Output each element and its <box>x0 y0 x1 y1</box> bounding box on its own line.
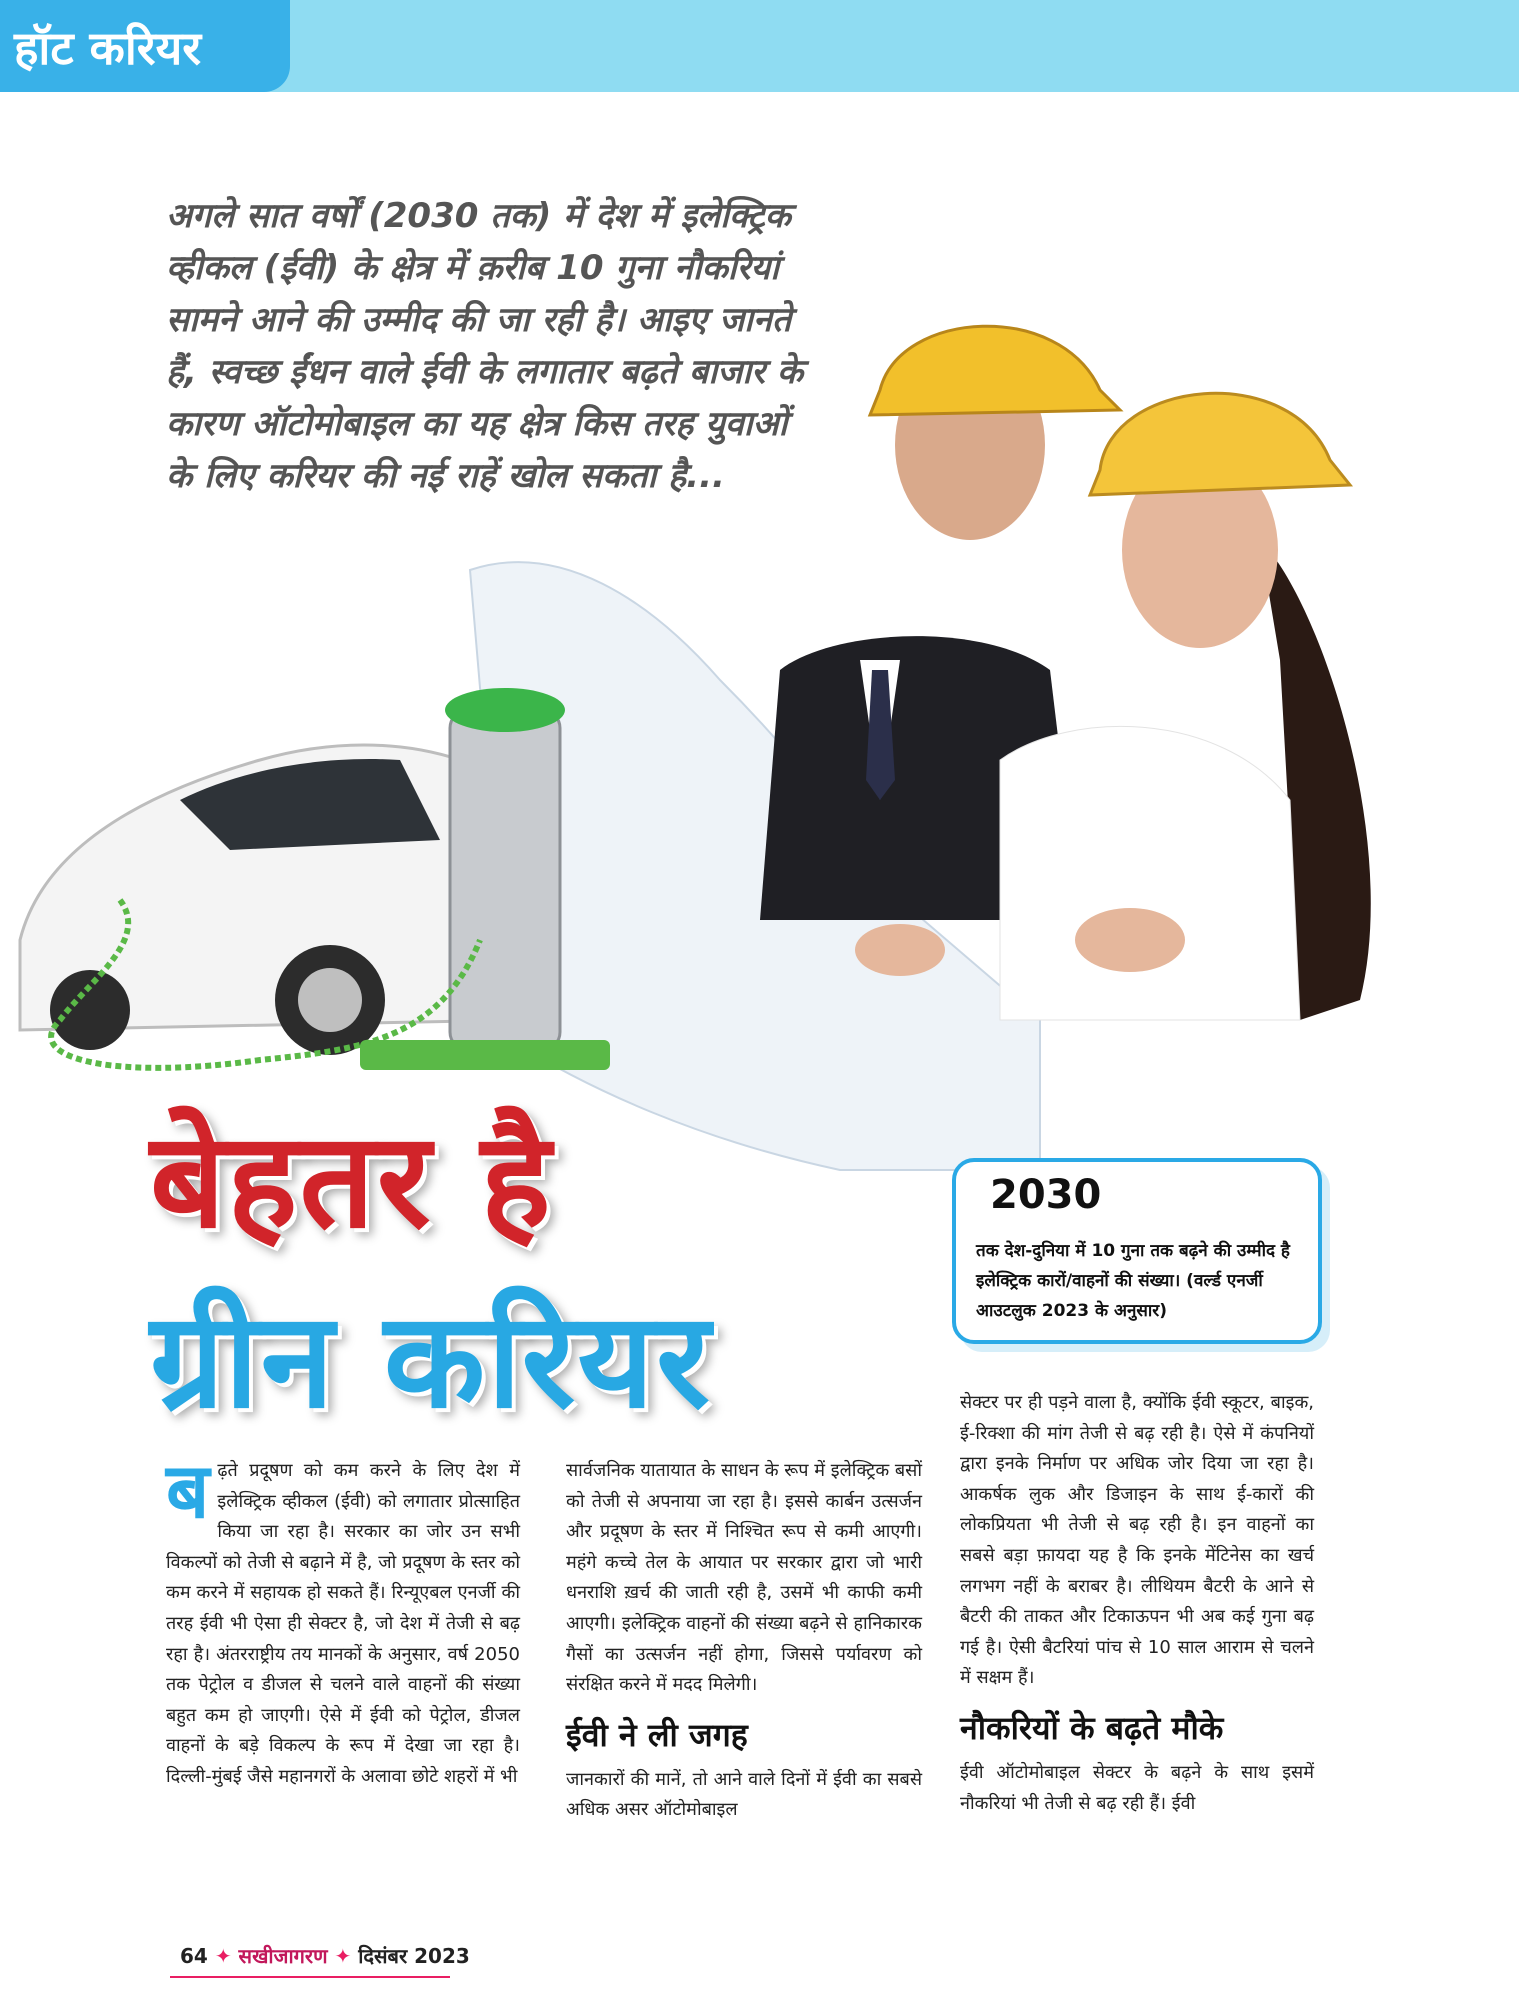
issue-date: दिसंबर 2023 <box>358 1944 470 1968</box>
article-column-1 <box>166 1446 520 1793</box>
column-3-text: सेक्टर पर ही पड़ने वाला है, क्योंकि ईवी स्कूटर, बाइक, ई-रिक्शा की मांग तेजी से बढ़ रही है। ऐसे में कंपनियों द्वारा इनके निर्माण पर अधिक जोर दिया जा रहा है। आकर्षक लुक और डिजाइन के साथ ई-कारों की लोकप्रियता भी तेजी से बढ़ रही है। इन वाहनों का सबसे बड़ा फ़ायदा यह है कि इनके मेंटिनेस का खर्च लगभग नहीं के बराबर है। लीथियम बैटरी के आने से बैटरी की ताकत और टिकाऊपन भी अब कई गुना बढ़ गई है। ऐसी बैटरियां पांच से 10 साल आराम से चलने में सक्षम हैं। <box>960 1392 1314 1689</box>
headline-line1: बेहतर है <box>150 1104 553 1258</box>
section-tab <box>0 0 290 92</box>
footer-rule <box>170 1976 450 1978</box>
star-separator-icon: ✦ <box>214 1944 232 1968</box>
stat-year: 2030 <box>990 1172 1102 1218</box>
stat-box <box>952 1158 1322 1344</box>
column-2-text-continued: जानकारों की मानें, तो आने वाले दिनों में ईवी का सबसे अधिक असर ऑटोमोबाइल <box>566 1768 922 1821</box>
intro-text: अगले सात वर्षों (2030 तक) में देश में इलेक्ट्रिक व्हीकल (ईवी) के क्षेत्र में क़रीब 10 गुना नौकरियां सामने आने की उम्मीद की जा रही है। आइए जानते हैं, स्वच्छ ईंधन वाले ईवी के लगातार बढ़ते बाजार के कारण ऑटोमोबाइल का यह क्षेत्र किस तरह युवाओं के लिए करियर की नई राहें खोल सकता है... <box>166 196 804 496</box>
article-column-3 <box>960 1388 1314 1819</box>
page-number: 64 <box>180 1944 208 1968</box>
subheading-ev-replaces: ईवी ने ली जगह <box>566 1715 748 1754</box>
column-2-text: सार्वजनिक यातायात के साधन के रूप में इलेक्ट्रिक बसों को तेजी से अपनाया जा रहा है। इससे कार्बन उत्सर्जन और प्रदूषण के स्तर में निश्चित रूप से कमी आएगी। महंगे कच्चे तेल के आयात पर सरकार द्वारा जो भारी धनराशि ख़र्च की जाती रही है, उसमें भी काफी कमी आएगी। इलेक्ट्रिक वाहनों की संख्या बढ़ने से हानिकारक गैसों का उत्सर्जन नहीं होगा, जिससे पर्यावरण को संरक्षित करने में मदद मिलेगी। <box>566 1460 922 1696</box>
dropcap-letter: ब <box>166 1446 210 1535</box>
page-footer <box>180 1942 470 1969</box>
star-separator-icon: ✦ <box>334 1944 352 1968</box>
column-1-text: ढ़ते प्रदूषण को कम करने के लिए देश में इलेक्ट्रिक व्हीकल (ईवी) को लगातार प्रोत्साहित किया जा रहा है। सरकार का जोर उन सभी विकल्पों को तेजी से बढ़ाने में है, जो प्रदूषण के स्तर को कम करने में सहायक हो सकते हैं। रिन्यूएबल एनर्जी की तरह ईवी भी ऐसा ही सेक्टर है, जो देश में तेजी से बढ़ रहा है। अंतरराष्ट्रीय तय मानकों के अनुसार, वर्ष 2050 तक पेट्रोल व डीजल से चलने वाले वाहनों की संख्या बहुत कम हो जाएगी। ऐसे में ईवी को पेट्रोल, डीजल वाहनों के बड़े विकल्प के रूप में देखा जा रहा है। दिल्ली-मुंबई जैसे महानगरों के अलावा छोटे शहरों में भी <box>166 1460 520 1787</box>
headline-line2: ग्रीन करियर <box>150 1284 712 1438</box>
stat-text: तक देश-दुनिया में 10 गुना तक बढ़ने की उम्मीद है इलेक्ट्रिक कारों/वाहनों की संख्या। (वर्ल्ड एनर्जी आउटलुक 2023 के अनुसार) <box>976 1241 1290 1321</box>
magazine-brand: सखीजागरण <box>238 1944 328 1968</box>
ev-car <box>20 745 520 1055</box>
article-column-2 <box>566 1456 922 1826</box>
subheading-job-opportunities: नौकरियों के बढ़ते मौके <box>960 1708 1224 1747</box>
section-title: हॉट करियर <box>14 21 202 75</box>
column-3-text-continued: ईवी ऑटोमोबाइल सेक्टर के बढ़ने के साथ इसमें नौकरियां भी तेजी से बढ़ रही हैं। ईवी <box>960 1761 1314 1814</box>
